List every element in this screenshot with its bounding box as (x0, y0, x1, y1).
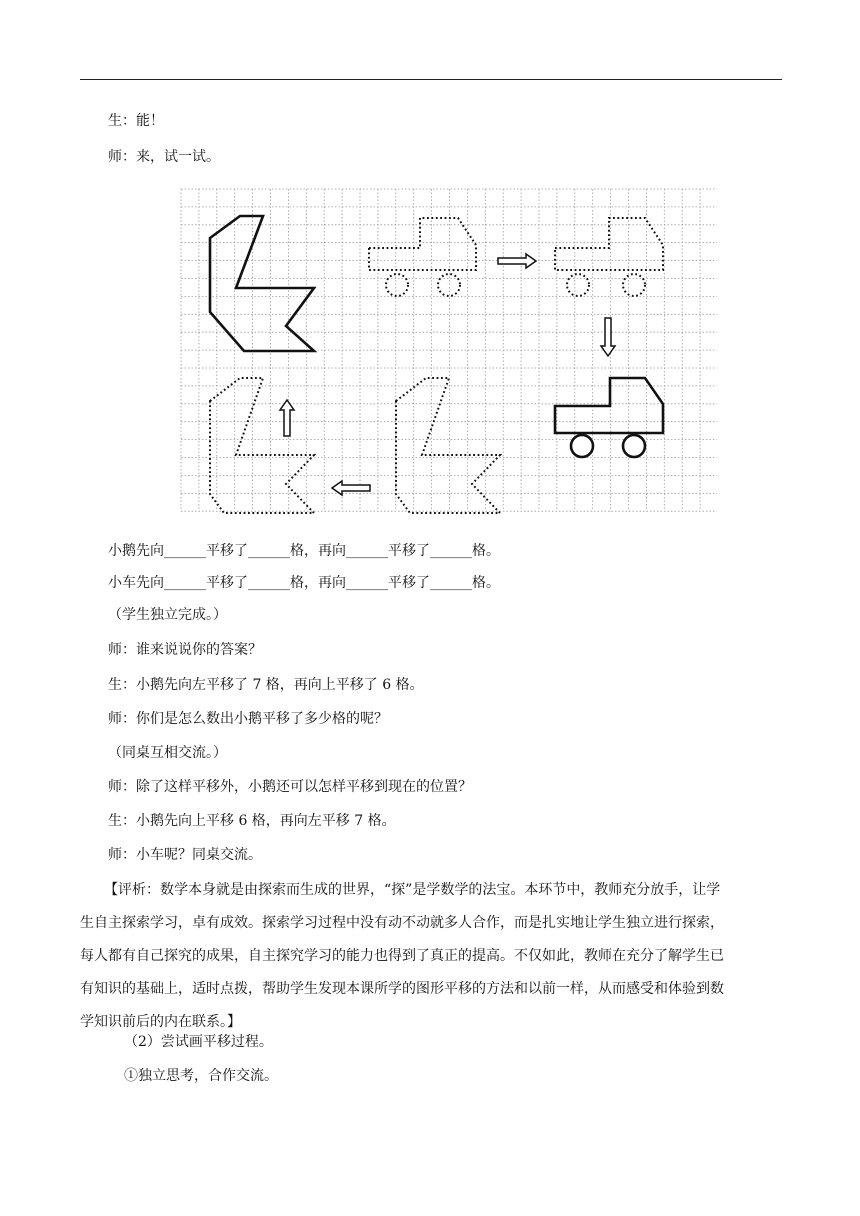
dialogue-line: 师：谁来说说你的答案？ (108, 642, 262, 658)
dialogue-line: 师：你们是怎么数出小鹅平移了多少格的呢？ (108, 711, 388, 727)
dialogue-line: 生：小鹅先向上平移 6 格，再向左平移 7 格。 (108, 813, 396, 829)
dialogue-line: 师：来，试一试。 (108, 149, 220, 165)
dialogue-line: 师：除了这样平移外，小鹅还可以怎样平移到现在的位置？ (108, 779, 472, 795)
step-heading: ①独立思考，合作交流。 (124, 1068, 278, 1084)
commentary-line: 有知识的基础上，适时点拨，帮助学生发现本课所学的图形平移的方法和以前一样，从而感受和体验到数 (80, 981, 724, 997)
goose-dotted-right (396, 378, 500, 513)
fill-in-goose: 小鹅先向______平移了______格，再向______平移了______格。 (108, 543, 500, 559)
dialogue-line: 生：能！ (108, 113, 164, 129)
fill-in-truck: 小车先向______平移了______格，再向______平移了______格。 (108, 575, 500, 591)
dialogue-line: 生：小鹅先向左平移了 7 格，再向上平移了 6 格。 (108, 677, 424, 693)
translation-grid-figure (180, 188, 717, 516)
commentary-line: 生自主探索学习，卓有成效。探索学习过程中没有动不动就多人合作，而是扎实地让学生独立进行探索， (80, 915, 724, 931)
commentary-line: 【评析：数学本身就是由探索而生成的世界，“探”是学数学的法宝。本环节中，教师充分放手，让学 (104, 882, 721, 898)
truck-dotted-1 (369, 218, 476, 296)
commentary-line: 学知识前后的内在联系。】 (80, 1014, 241, 1030)
dialogue-line: 师：小车呢？同桌交流。 (108, 847, 262, 863)
goose-dotted-left (210, 378, 314, 513)
arrow-right (498, 254, 536, 268)
commentary-paragraph (80, 874, 784, 1039)
dialogue-line: （学生独立完成。） (108, 607, 227, 623)
arrow-up (280, 400, 294, 436)
arrow-down (601, 318, 615, 356)
dialogue-line: （同桌互相交流。） (108, 745, 227, 761)
goose-original (210, 216, 314, 351)
commentary-line: 每人都有自己探究的成果，自主探究学习的能力也得到了真正的提高。不仅如此，教师在充分了解学生已 (80, 948, 724, 964)
header-rule (80, 79, 782, 80)
step-heading: （2）尝试画平移过程。 (124, 1034, 273, 1050)
